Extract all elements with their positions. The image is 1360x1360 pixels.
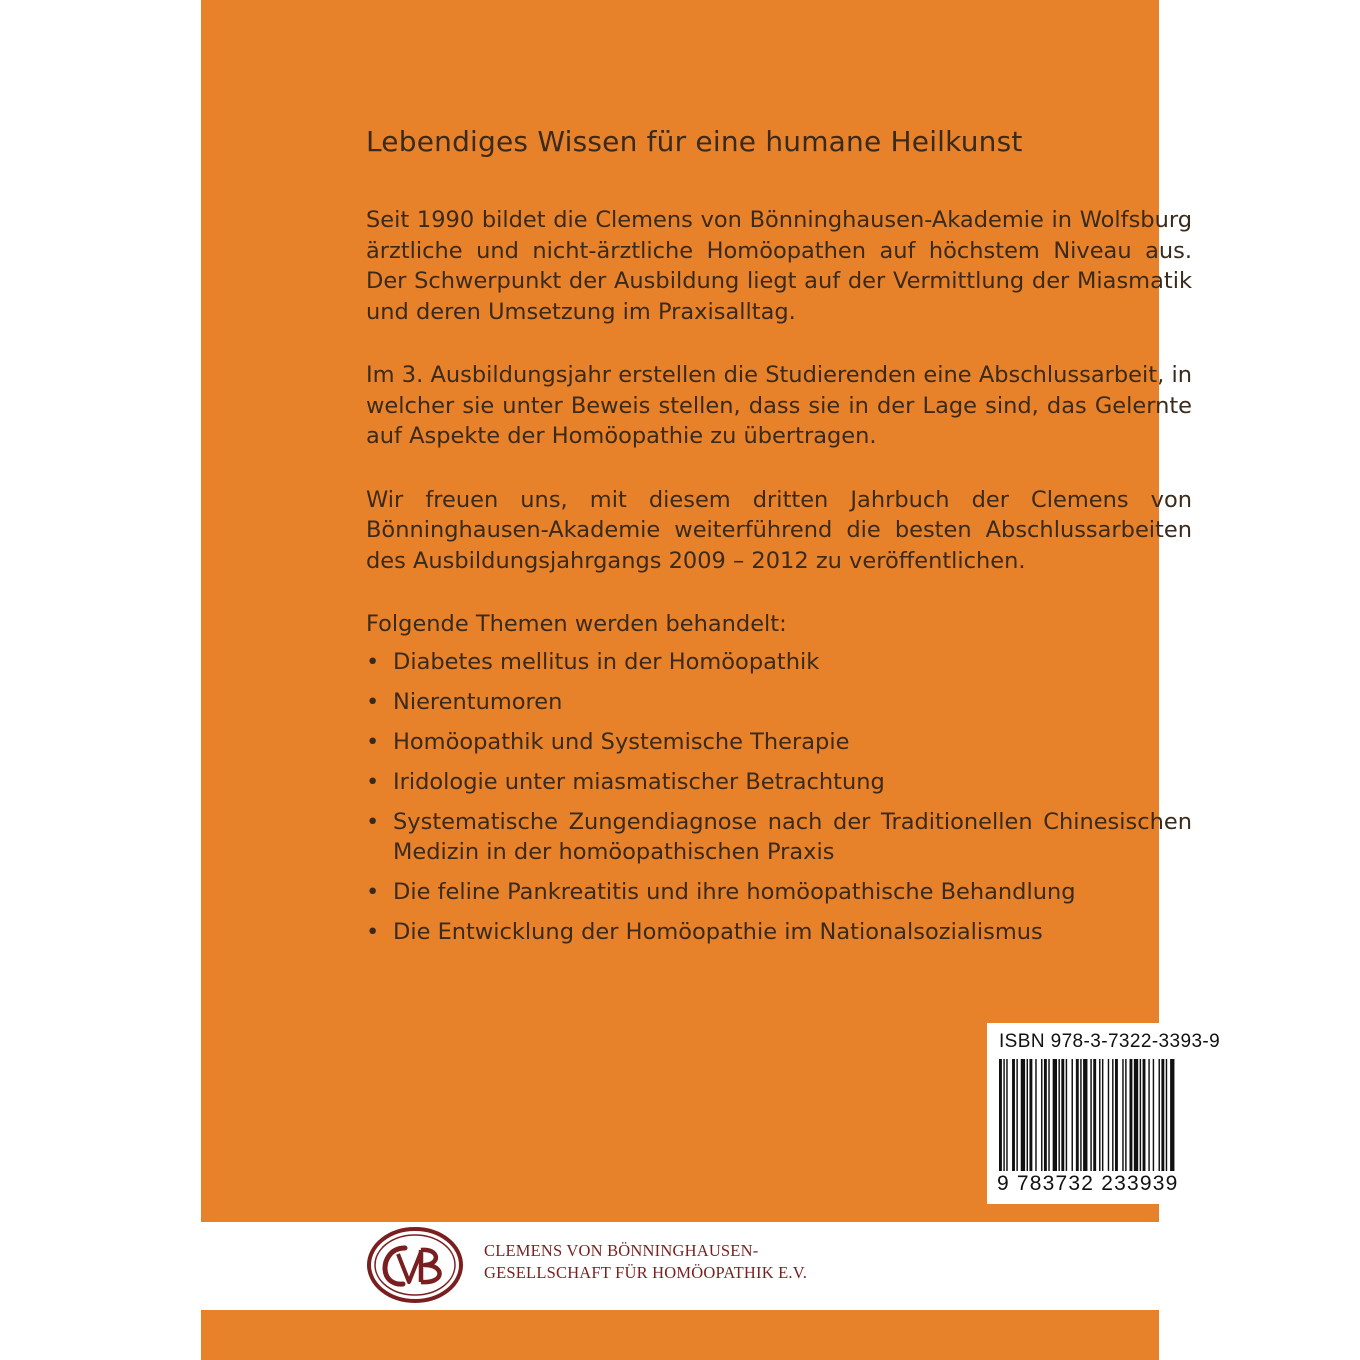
topic-item	[366, 687, 1192, 717]
topic-label: Homöopathik und Systemische Therapie	[393, 729, 850, 755]
barcode-bar	[1006, 1059, 1007, 1171]
barcode-bar	[1072, 1059, 1073, 1171]
topic-label: Nierentumoren	[393, 689, 563, 715]
barcode-bar	[1027, 1059, 1028, 1171]
intro-paragraph: Seit 1990 bildet die Clemens von Bönninghausen-Akademie in Wolfsburg ärztliche und nicht-ärztliche Homöopathen auf höchstem Niveau aus. Der Schwerpunkt der Ausbildung liegt auf der Vermittlung der Miasmatik und deren Umsetzung im Praxisalltag.	[366, 207, 1192, 325]
bullet-icon: •	[366, 729, 380, 755]
barcode-bars	[997, 1059, 1220, 1171]
ean-digits: 9 783732 233939	[997, 1172, 1179, 1195]
barcode-bar	[1061, 1059, 1064, 1171]
barcode-bar	[1090, 1059, 1091, 1171]
topic-label: Die Entwicklung der Homöopathie im Nationalsozialismus	[393, 919, 1043, 945]
barcode-bar	[1159, 1059, 1160, 1171]
barcode-bar	[1153, 1059, 1154, 1171]
barcode-bar	[1134, 1059, 1138, 1171]
barcode-bar	[1166, 1059, 1167, 1171]
barcode-bar	[1083, 1059, 1087, 1171]
barcode-bar	[1148, 1059, 1149, 1171]
barcode-bar	[1048, 1059, 1049, 1171]
topic-label: Diabetes mellitus in der Homöopathik	[393, 649, 820, 675]
barcode-bar	[999, 1059, 1002, 1171]
barcode-bar	[1016, 1059, 1017, 1171]
bullet-icon: •	[366, 769, 380, 795]
barcode-bar	[1058, 1059, 1059, 1171]
barcode-bar	[1161, 1059, 1164, 1171]
barcode-bar	[1076, 1059, 1079, 1171]
bullet-icon: •	[366, 919, 380, 945]
barcode-bar	[1080, 1059, 1081, 1171]
publisher-name	[484, 1240, 807, 1284]
publisher-band	[201, 1222, 1159, 1310]
barcode-bar	[1112, 1059, 1113, 1171]
barcode-bar	[1130, 1059, 1133, 1171]
isbn-label: ISBN 978-3-7322-3393-9	[999, 1031, 1221, 1052]
topic-item	[366, 917, 1192, 947]
cvb-logo-icon	[365, 1224, 465, 1306]
barcode-bar	[1099, 1059, 1100, 1171]
barcode-bar	[1140, 1059, 1141, 1171]
topic-label: Iridologie unter miasmatischer Betrachtung	[393, 769, 885, 795]
yearbook-paragraph: Wir freuen uns, mit diesem dritten Jahrbuch der Clemens von Bönninghausen-Akademie weiterführend die besten Abschlussarbeiten des Ausbildungsjahrgangs 2009 – 2012 zu veröffentlichen.	[366, 486, 1192, 574]
barcode-bar	[1053, 1059, 1057, 1171]
topic-label: Systematische Zungendiagnose nach der Traditionellen Chinesischen Medizin in der homöopathischen Praxis	[393, 809, 1192, 865]
barcode-bar	[1066, 1059, 1067, 1171]
cover-headline: Lebendiges Wissen für eine humane Heilkunst	[366, 125, 1023, 158]
publisher-line-1: CLEMENS VON BÖNNINGHAUSEN-	[484, 1241, 759, 1260]
barcode-bar	[1122, 1059, 1123, 1171]
topics-intro: Folgende Themen werden behandelt:	[366, 611, 787, 637]
topic-item	[366, 807, 1192, 867]
topic-item	[366, 767, 1192, 797]
topic-label: Die feline Pankreatitis und ihre homöopathische Behandlung	[393, 879, 1076, 905]
book-back-cover	[201, 0, 1221, 1360]
barcode-bar	[1170, 1059, 1174, 1171]
barcode-bar	[1125, 1059, 1126, 1171]
topic-item	[366, 647, 1192, 677]
cover-text	[366, 123, 1192, 957]
barcode-bar	[1044, 1059, 1047, 1171]
barcode-bar	[1012, 1059, 1015, 1171]
barcode-bar	[1143, 1059, 1146, 1171]
bullet-icon: •	[366, 689, 380, 715]
barcode-bar	[1021, 1059, 1025, 1171]
barcode-bar	[1035, 1059, 1036, 1171]
barcode-bar	[1041, 1059, 1042, 1171]
isbn-barcode	[987, 1023, 1230, 1204]
publisher-line-2: GESELLSCHAFT FÜR HOMÖOPATHIK E.V.	[484, 1263, 808, 1282]
barcode-bar	[1003, 1059, 1004, 1171]
barcode-bar	[1108, 1059, 1109, 1171]
barcode-bar	[1029, 1059, 1032, 1171]
barcode-bar	[1093, 1059, 1096, 1171]
topic-item	[366, 877, 1192, 907]
bullet-icon: •	[366, 809, 380, 835]
barcode-bar	[1102, 1059, 1103, 1171]
topic-item	[366, 727, 1192, 757]
topics-list	[366, 647, 1192, 947]
barcode-bar	[1115, 1059, 1118, 1171]
bullet-icon: •	[366, 879, 380, 905]
thesis-paragraph: Im 3. Ausbildungsjahr erstellen die Studierenden eine Abschlussarbeit, in welcher sie unter Beweis stellen, dass sie in der Lage sind, das Gelernte auf Aspekte der Homöopathie zu übertragen.	[366, 362, 1192, 449]
bullet-icon: •	[366, 649, 380, 675]
